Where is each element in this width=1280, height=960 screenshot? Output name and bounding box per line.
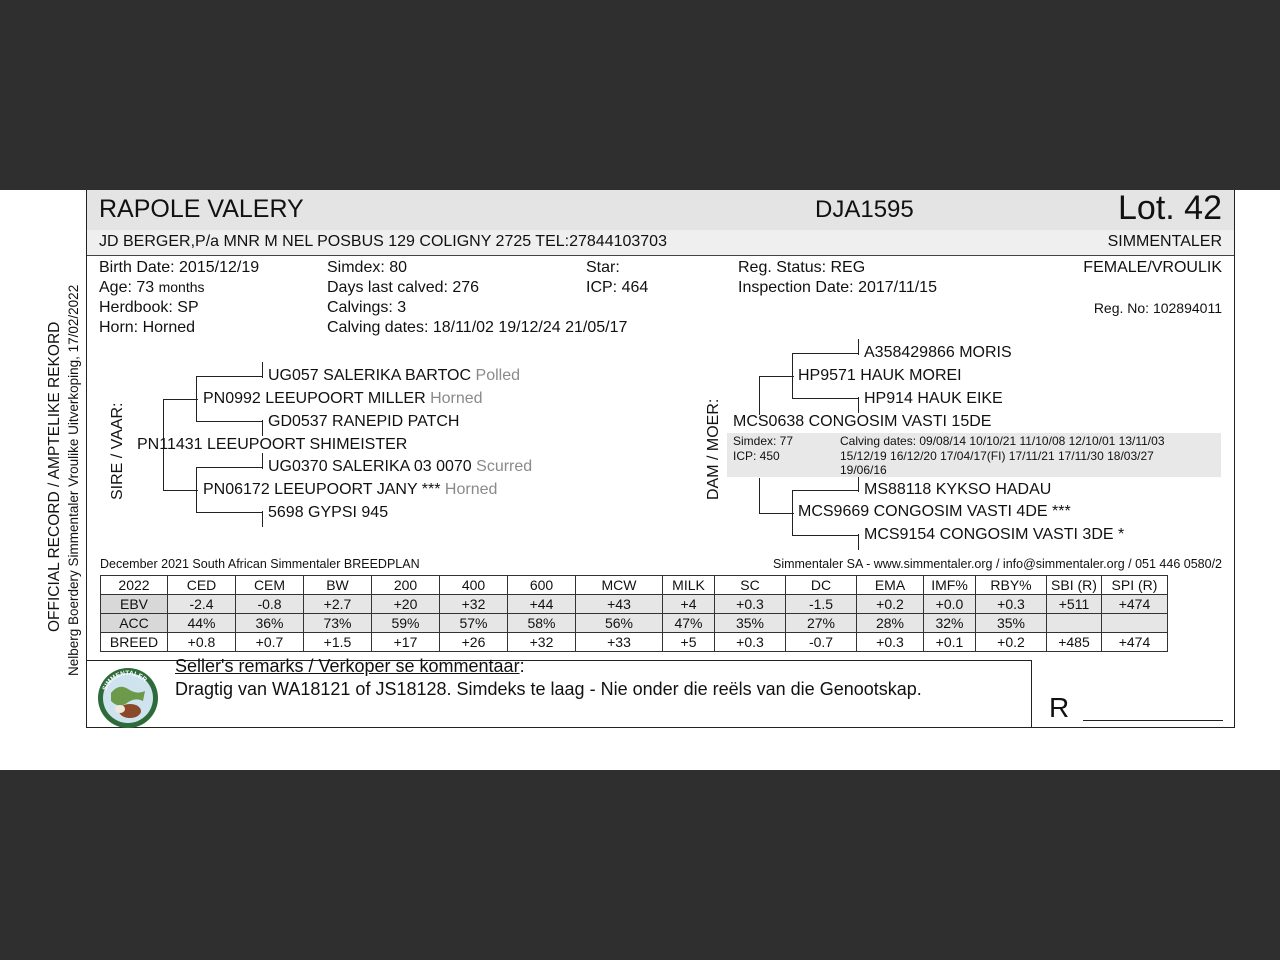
- ebv-cell: 28%: [857, 614, 924, 633]
- calvings: Calvings: 3: [327, 299, 407, 316]
- ebv-cell: IMF%: [924, 576, 976, 595]
- reg-status: Reg. Status: REG: [738, 259, 866, 276]
- dam-icp: ICP: 450: [733, 449, 780, 463]
- ebv-table: [100, 575, 1168, 652]
- ebv-cell: MCW: [576, 576, 663, 595]
- ebv-cell: +43: [576, 595, 663, 614]
- ebv-cell: 400: [440, 576, 508, 595]
- ebv-cell: CEM: [236, 576, 304, 595]
- remarks-heading: Seller's remarks / Verkoper se kommentaar:: [175, 656, 525, 676]
- ebv-cell: DC: [786, 576, 857, 595]
- remarks-box: [87, 656, 1032, 727]
- dam-label: DAM / MOER:: [705, 398, 722, 500]
- dam-name: MCS0638 CONGOSIM VASTI 15DE: [733, 413, 992, 430]
- ebv-cell: +33: [576, 633, 663, 652]
- ebv-cell: +474: [1102, 595, 1168, 614]
- price-line[interactable]: [1083, 720, 1223, 721]
- breed-label: SIMMENTALER: [1107, 233, 1222, 250]
- owner-text: JD BERGER,P/a MNR M NEL POSBUS 129 COLIGNY 2725 TEL:27844103703: [99, 233, 667, 250]
- ebv-cell: 59%: [372, 614, 440, 633]
- ebv-cell: SPI (R): [1102, 576, 1168, 595]
- sire-grandsire: PN0992 LEEUPOORT MILLER Horned: [203, 390, 483, 407]
- dam-calving-dates-3: 19/06/16: [840, 463, 887, 477]
- sire-ggs2: UG0370 SALERIKA 03 0070 Scurred: [268, 458, 533, 475]
- sire-name: PN11431 LEEUPOORT SHIMEISTER: [137, 436, 408, 453]
- ebv-row-acc: [101, 614, 1168, 633]
- sire-ggd1: GD0537 RANEPID PATCH: [268, 413, 460, 430]
- breedplan-source: December 2021 South African Simmentaler BREEDPLAN: [100, 557, 420, 571]
- inspection-date: Inspection Date: 2017/11/15: [738, 279, 937, 296]
- ebv-cell: 200: [372, 576, 440, 595]
- icp: ICP: 464: [586, 279, 649, 296]
- ebv-cell: -0.7: [786, 633, 857, 652]
- ebv-cell: +32: [440, 595, 508, 614]
- ebv-cell: +4: [663, 595, 715, 614]
- ebv-cell: +32: [508, 633, 576, 652]
- ebv-cell: SBI (R): [1047, 576, 1102, 595]
- pedigree-card: [0, 190, 1280, 770]
- breedplan-contact: Simmentaler SA - www.simmentaler.org / info@simmentaler.org / 051 446 0580/2: [772, 557, 1222, 571]
- record-frame: [86, 190, 1235, 728]
- ebv-cell: SC: [715, 576, 786, 595]
- ebv-cell: 600: [508, 576, 576, 595]
- ebv-cell: +0.7: [236, 633, 304, 652]
- ebv-cell: +0.1: [924, 633, 976, 652]
- ebv-cell: -2.4: [168, 595, 236, 614]
- animal-name: RAPOLE VALERY: [99, 195, 304, 223]
- sex: FEMALE/VROULIK: [1083, 259, 1222, 276]
- ebv-cell: 56%: [576, 614, 663, 633]
- ebv-cell: +0.8: [168, 633, 236, 652]
- horn: Horn: Horned: [99, 319, 196, 336]
- ebv-cell: +0.0: [924, 595, 976, 614]
- ebv-cell: +474: [1102, 633, 1168, 652]
- dam-granddam: MCS9669 CONGOSIM VASTI 4DE ***: [798, 503, 1071, 520]
- ebv-cell: +26: [440, 633, 508, 652]
- simdex: Simdex: 80: [327, 259, 408, 276]
- ebv-cell: +485: [1047, 633, 1102, 652]
- ebv-cell: +0.3: [715, 633, 786, 652]
- dam-ggd2: MCS9154 CONGOSIM VASTI 3DE *: [864, 526, 1125, 543]
- sire-label: SIRE / VAAR:: [109, 402, 126, 500]
- ebv-cell: 35%: [976, 614, 1047, 633]
- ebv-cell: EBV: [101, 595, 168, 614]
- simmentaler-logo: [97, 667, 159, 729]
- ebv-cell: EMA: [857, 576, 924, 595]
- days-last-calved: Days last calved: 276: [327, 279, 480, 296]
- dam-calving-dates-1: Calving dates: 09/08/14 10/10/21 11/10/08 12/10/01 13/11/03: [840, 434, 1165, 448]
- sire-ggd2: 5698 GYPSI 945: [268, 504, 389, 521]
- official-record-label: OFFICIAL RECORD / AMPTELIKE REKORD: [46, 321, 63, 632]
- ebv-row-ebv: [101, 595, 1168, 614]
- ebv-cell: +44: [508, 595, 576, 614]
- ebv-cell: +17: [372, 633, 440, 652]
- ebv-cell: +1.5: [304, 633, 372, 652]
- ebv-row-breed: [101, 633, 1168, 652]
- ebv-cell: [1047, 614, 1102, 633]
- ebv-cell: MILK: [663, 576, 715, 595]
- owner-bar: [87, 230, 1234, 256]
- ebv-cell: BREED: [101, 633, 168, 652]
- animal-id: DJA1595: [815, 196, 914, 223]
- ebv-cell: +0.3: [715, 595, 786, 614]
- ebv-cell: 73%: [304, 614, 372, 633]
- ebv-cell: [1102, 614, 1168, 633]
- ebv-cell: +0.3: [857, 633, 924, 652]
- ebv-cell: 27%: [786, 614, 857, 633]
- star: Star:: [586, 259, 620, 276]
- reg-number: Reg. No: 102894011: [1093, 300, 1222, 316]
- calving-dates: Calving dates: 18/11/02 19/12/24 21/05/17: [327, 319, 628, 336]
- ebv-cell: BW: [304, 576, 372, 595]
- herdbook: Herdbook: SP: [99, 299, 199, 316]
- ebv-cell: +20: [372, 595, 440, 614]
- ebv-cell: +2.7: [304, 595, 372, 614]
- sire-granddam: PN06172 LEEUPOORT JANY *** Horned: [203, 481, 498, 498]
- lot-number: Lot. 42: [1118, 189, 1222, 227]
- ebv-cell: 32%: [924, 614, 976, 633]
- ebv-cell: -0.8: [236, 595, 304, 614]
- ebv-header-row: [101, 576, 1168, 595]
- age: Age: 73 months: [99, 279, 205, 296]
- price-label: R: [1049, 692, 1070, 723]
- ebv-cell: 2022: [101, 576, 168, 595]
- ebv-cell: 44%: [168, 614, 236, 633]
- dam-ggs2: MS88118 KYKSO HADAU: [864, 481, 1052, 498]
- ebv-cell: +5: [663, 633, 715, 652]
- ebv-cell: 47%: [663, 614, 715, 633]
- ebv-cell: +0.2: [976, 633, 1047, 652]
- dam-calving-dates-2: 15/12/19 16/12/20 17/04/17(FI) 17/11/21 17/11/30 18/03/27: [840, 449, 1154, 463]
- logo-text: SIMMENTALER: [101, 669, 149, 692]
- auction-label: Nelberg Boerdery Simmentaler Vroulike Uitverkoping, 17/02/2022: [66, 284, 81, 676]
- ebv-cell: 57%: [440, 614, 508, 633]
- ebv-cell: +511: [1047, 595, 1102, 614]
- ebv-cell: ACC: [101, 614, 168, 633]
- ebv-cell: +0.2: [857, 595, 924, 614]
- ebv-cell: 36%: [236, 614, 304, 633]
- ebv-cell: +0.3: [976, 595, 1047, 614]
- ebv-cell: 58%: [508, 614, 576, 633]
- dam-info-panel: [727, 433, 1221, 477]
- dam-ggd1: HP914 HAUK EIKE: [864, 390, 1003, 407]
- ebv-cell: RBY%: [976, 576, 1047, 595]
- dam-ggs1: A358429866 MORIS: [864, 344, 1012, 361]
- ebv-cell: CED: [168, 576, 236, 595]
- ebv-cell: -1.5: [786, 595, 857, 614]
- dam-grandsire: HP9571 HAUK MOREI: [798, 367, 962, 384]
- dam-simdex: Simdex: 77: [733, 434, 794, 448]
- remarks-text: Dragtig van WA18121 of JS18128. Simdeks te laag - Nie onder die reëls van die Genootskap.: [175, 679, 922, 699]
- title-bar: [87, 190, 1234, 231]
- ebv-cell: 35%: [715, 614, 786, 633]
- sire-ggs1: UG057 SALERIKA BARTOC Polled: [268, 367, 520, 384]
- birth-date: Birth Date: 2015/12/19: [99, 259, 260, 276]
